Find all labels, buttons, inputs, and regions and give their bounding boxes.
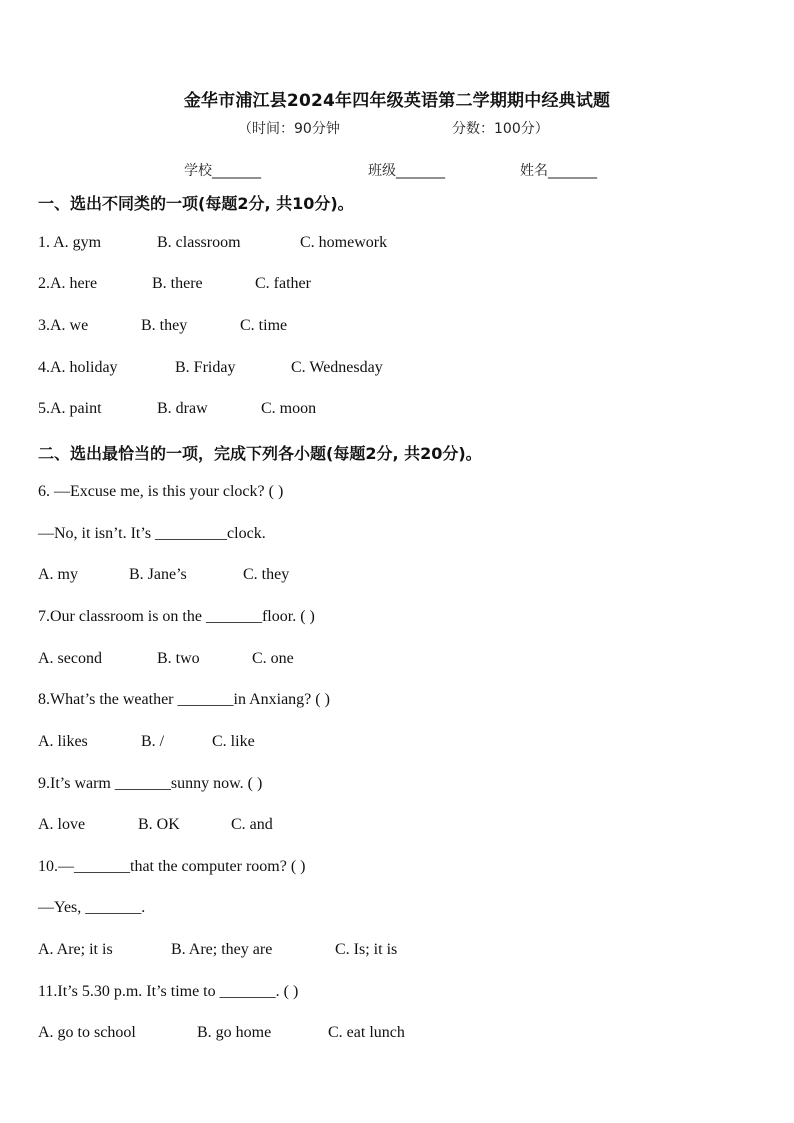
section-heading-2: 二、选出最恰当的一项，完成下列各小题(每题2分, 共20分)。 <box>38 444 482 463</box>
q10-option-a: A. Are; it is <box>38 941 113 958</box>
q2-option-b: B. there <box>152 275 203 292</box>
q9-option-c: C. and <box>231 816 273 833</box>
q5-option-a: 5.A. paint <box>38 400 102 417</box>
q4-option-b: B. Friday <box>175 359 236 376</box>
q5-option-c: C. moon <box>261 400 317 417</box>
q10-option-b: B. Are; they are <box>171 941 273 958</box>
q3-option-a: 3.A. we <box>38 317 89 334</box>
q1-option-b: B. classroom <box>157 234 241 251</box>
q3-option-b: B. they <box>141 317 188 334</box>
class-field: 班级_______ <box>368 163 445 179</box>
q2-option-c: C. father <box>255 275 311 292</box>
q6-stem: 6. —Excuse me, is this your clock? ( ) <box>38 483 284 500</box>
q2-option-a: 2.A. here <box>38 275 98 292</box>
q8-option-a: A. likes <box>38 733 88 750</box>
q1-option-a: 1. A. gym <box>38 234 102 251</box>
q9-stem: 9.It’s warm _______sunny now. ( ) <box>38 775 263 792</box>
section-heading-1: 一、选出不同类的一项(每题2分, 共10分)。 <box>38 194 354 213</box>
total-score: 分数：100分） <box>452 121 549 137</box>
q10-reply: —Yes, _______. <box>38 899 146 916</box>
q6-option-c: C. they <box>243 566 290 583</box>
q6-option-a: A. my <box>38 566 78 583</box>
q6-reply: —No, it isn’t. It’s _________clock. <box>38 525 266 542</box>
q4-option-a: 4.A. holiday <box>38 359 118 376</box>
q11-option-b: B. go home <box>197 1024 272 1041</box>
q11-option-a: A. go to school <box>38 1024 136 1041</box>
q7-option-a: A. second <box>38 650 102 667</box>
q10-stem: 10.—_______that the computer room? ( ) <box>38 858 306 875</box>
q4-option-c: C. Wednesday <box>291 359 383 376</box>
q8-option-c: C. like <box>212 733 255 750</box>
q11-stem: 11.It’s 5.30 p.m. It’s time to _______. ( ) <box>38 983 299 1000</box>
q9-option-a: A. love <box>38 816 86 833</box>
q1-option-c: C. homework <box>300 234 388 251</box>
q3-option-c: C. time <box>240 317 288 334</box>
q7-stem: 7.Our classroom is on the _______floor. ( ) <box>38 608 315 625</box>
q10-option-c: C. Is; it is <box>335 941 398 958</box>
q9-option-b: B. OK <box>138 816 180 833</box>
q5-option-b: B. draw <box>157 400 208 417</box>
page-title: 金华市浦江县2024年四年级英语第二学期期中经典试题 <box>183 91 611 111</box>
q7-option-c: C. one <box>252 650 294 667</box>
q8-option-b: B. / <box>141 733 165 750</box>
q8-stem: 8.What’s the weather _______in Anxiang? ( ) <box>38 691 330 708</box>
name-field: 姓名_______ <box>520 163 597 179</box>
q6-option-b: B. Jane’s <box>129 566 187 583</box>
q7-option-b: B. two <box>157 650 200 667</box>
school-field: 学校_______ <box>184 163 261 179</box>
q11-option-c: C. eat lunch <box>328 1024 405 1041</box>
time-limit: （时间：90分钟 <box>238 121 340 137</box>
